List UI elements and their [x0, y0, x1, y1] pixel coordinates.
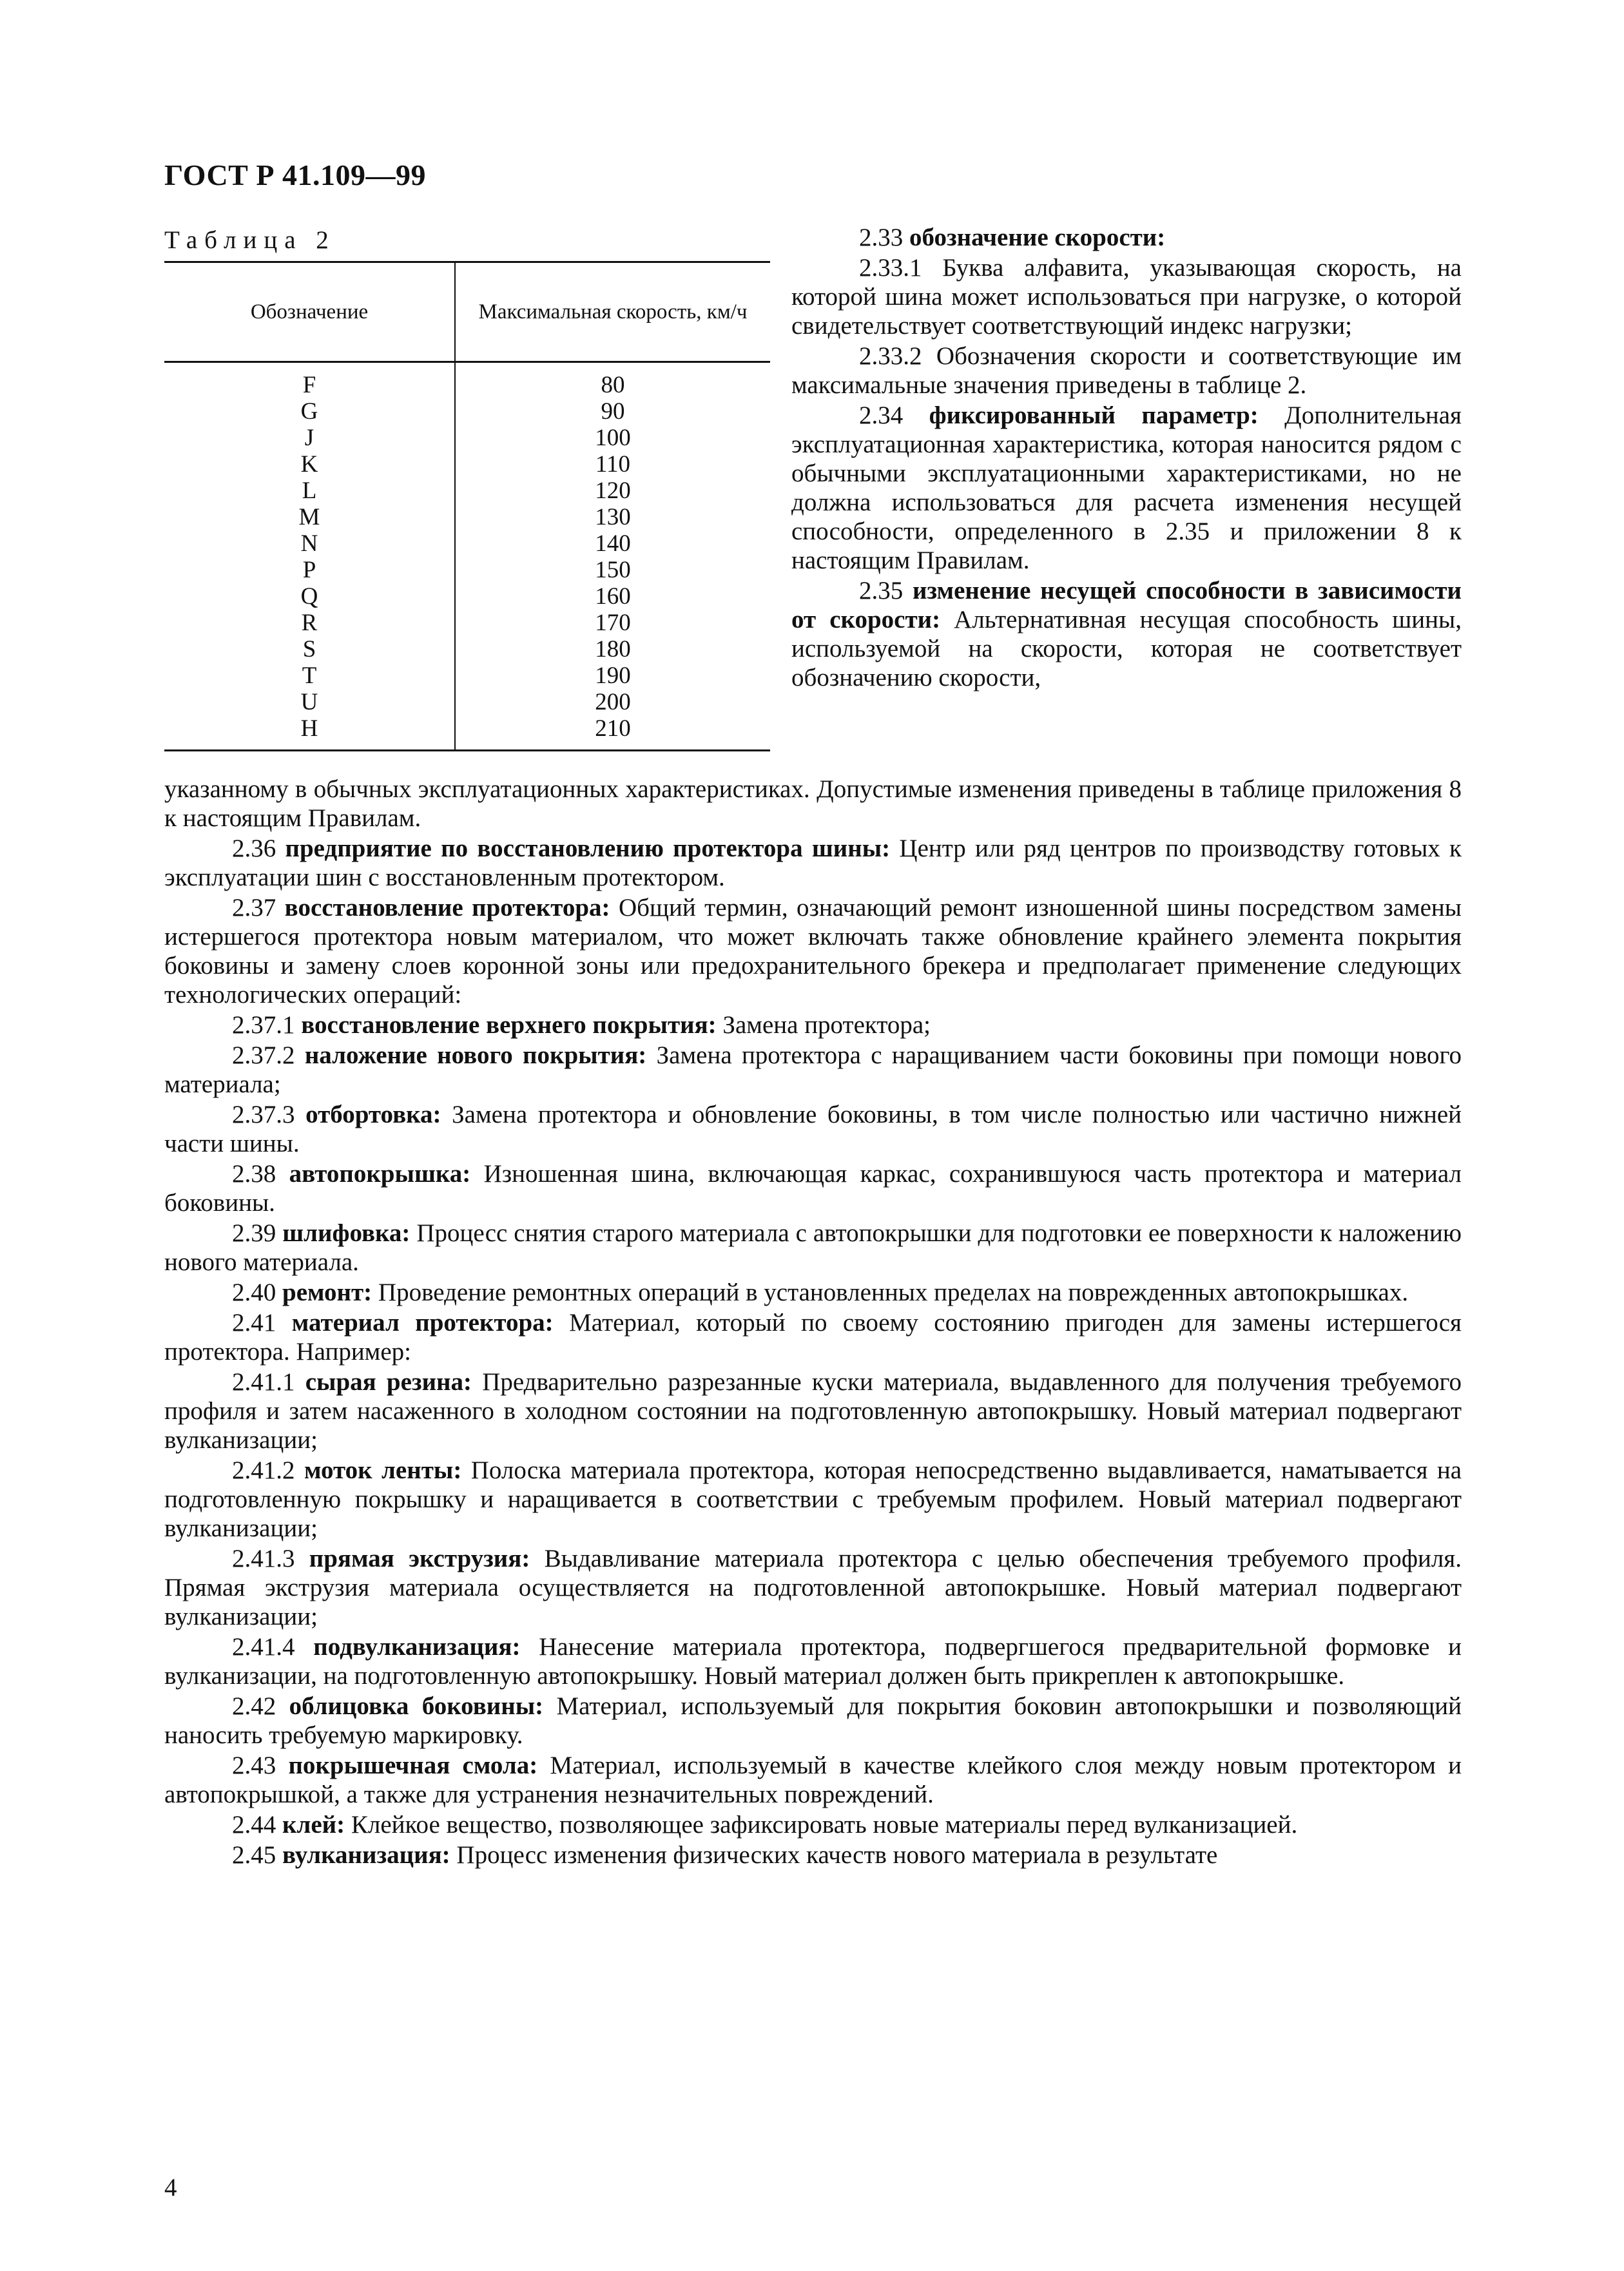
main-body-text [164, 775, 1462, 1871]
clause-2-43: 2.43 покрышечная смола: Материал, используемый в качестве клейкого слоя между новым протектором и автопокрышкой, а также для устранения незначительных повреждений. [164, 1752, 1462, 1808]
table-row [164, 478, 770, 504]
table-row [164, 504, 770, 530]
document-header: ГОСТ Р 41.109—99 [164, 159, 426, 191]
speed-value-cell: 140 [595, 530, 631, 557]
table-row [164, 636, 770, 662]
speed-symbol-cell: T [164, 662, 455, 689]
clause-2-35-continuation: указанному в обычных эксплуатационных характеристиках. Допустимые изменения приведены в таблице приложения 8 к настоящим Правилам. [164, 775, 1462, 832]
clause-2-41-1: 2.41.1 сырая резина: Предварительно разрезанные куски материала, выдавленного для получения требуемого профиля и затем насаженного в холодном состоянии на подготовленную автопокрышку. Новый материал подвергают вулканизации; [164, 1368, 1462, 1454]
speed-symbol-cell: S [164, 636, 455, 662]
speed-value-cell: 170 [595, 610, 631, 636]
speed-symbol-cell: F [164, 362, 455, 399]
clause-2-33: 2.33 обозначение скорости: [859, 224, 1166, 251]
table-row [164, 362, 770, 399]
table-row [164, 689, 770, 715]
speed-symbol-cell: H [164, 715, 455, 751]
table-header-row [164, 262, 770, 362]
speed-symbol-cell: G [164, 398, 455, 425]
speed-symbol-cell: U [164, 689, 455, 715]
clause-2-37: 2.37 восстановление протектора: Общий термин, означающий ремонт изношенной шины посредством замены истершегося протектора новым материалом, что может включать также обновление крайнего элемента покрытия боковины и замену слоев коронной зоны или предохранительного брекера и предполагает применение следующих технологических операций: [164, 894, 1462, 1009]
speed-symbol-cell: N [164, 530, 455, 557]
table-row [164, 715, 770, 751]
table-row [164, 610, 770, 636]
column-header-max-speed: Максимальная скорость, км/ч [455, 262, 770, 362]
speed-symbol-cell: P [164, 557, 455, 583]
clause-2-41-4: 2.41.4 подвулканизация: Нанесение материала протектора, подвергшегося предварительной формовке и вулканизации, на подготовленную автопокрышку. Новый материал должен быть прикреплен к автопокрышке. [164, 1633, 1462, 1690]
page-number: 4 [164, 2174, 177, 2201]
speed-symbol-cell: K [164, 451, 455, 478]
speed-value-cell: 180 [595, 636, 631, 662]
speed-symbol-cell: J [164, 425, 455, 451]
clause-2-37-1: 2.37.1 восстановление верхнего покрытия: Замена протектора; [232, 1011, 931, 1039]
clause-2-33-2: 2.33.2 Обозначения скорости и соответствующие им максимальные значения приведены в таблице 2. [791, 342, 1462, 399]
speed-value-cell: 130 [595, 504, 631, 530]
speed-value-cell: 160 [595, 583, 631, 610]
table-row [164, 557, 770, 583]
clause-2-40: 2.40 ремонт: Проведение ремонтных операций в установленных пределах на поврежденных автопокрышках. [232, 1279, 1409, 1306]
clause-2-41-2: 2.41.2 моток ленты: Полоска материала протектора, которая непосредственно выдавливается, наматывается на подготовленную покрышку и наращивается в соответствии с требуемым профилем. Новый материал подвергают вулканизации; [164, 1456, 1462, 1542]
table-row [164, 662, 770, 689]
speed-value-cell: 200 [595, 689, 631, 715]
table-row [164, 398, 770, 425]
speed-value-cell: 190 [595, 662, 631, 689]
clause-2-34: 2.34 фиксированный параметр: Дополнительная эксплуатационная характеристика, которая наносится рядом с обычными эксплуатационными характеристиками, но не должна использоваться для расчета изменения несущей способности, определенного в 2.35 и приложении 8 к настоящим Правилам. [791, 401, 1462, 574]
speed-value-cell: 110 [595, 451, 631, 478]
right-column-text [791, 223, 1462, 693]
clause-2-41-3: 2.41.3 прямая экструзия: Выдавливание материала протектора с целью обеспечения требуемого профиля. Прямая экструзия материала осуществляется на подготовленной автопокрышке. Новый материал подвергают вулканизации; [164, 1545, 1462, 1630]
clause-2-42: 2.42 облицовка боковины: Материал, используемый для покрытия боковин автопокрышки и позволяющий наносить требуемую маркировку. [164, 1692, 1462, 1749]
table-row [164, 425, 770, 451]
clause-2-36: 2.36 предприятие по восстановлению протектора шины: Центр или ряд центров по производству готовых к эксплуатации шин с восстановленным протектором. [164, 835, 1462, 891]
clause-2-38: 2.38 автопокрышка: Изношенная шина, включающая каркас, сохранившуюся часть протектора и материал боковины. [164, 1160, 1462, 1217]
clause-2-33-1: 2.33.1 Буква алфавита, указывающая скорость, на которой шина может использоваться при нагрузке, о которой свидетельствует соответствующий индекс нагрузки; [791, 254, 1462, 340]
clause-2-37-2: 2.37.2 наложение нового покрытия: Замена протектора с наращиванием части боковины при помощи нового материала; [164, 1041, 1462, 1098]
clause-2-45: 2.45 вулканизация: Процесс изменения физических качеств нового материала в результате [232, 1841, 1218, 1869]
speed-symbol-cell: R [164, 610, 455, 636]
clause-2-44: 2.44 клей: Клейкое вещество, позволяющее зафиксировать новые материалы перед вулканизацией. [232, 1811, 1298, 1839]
speed-symbol-cell: M [164, 504, 455, 530]
table-row [164, 451, 770, 478]
table-row [164, 583, 770, 610]
speed-table [164, 261, 770, 751]
table-caption: Таблица 2 [164, 226, 336, 254]
speed-value-cell: 90 [601, 398, 625, 425]
clause-2-35: 2.35 изменение несущей способности в зависимости от скорости: Альтернативная несущая способность шины, используемой на скорости, которая не соответствует обозначению скорости, [791, 577, 1462, 691]
speed-value-cell: 80 [601, 372, 625, 398]
column-header-designation: Обозначение [164, 262, 455, 362]
speed-value-cell: 100 [595, 425, 631, 451]
clause-2-39: 2.39 шлифовка: Процесс снятия старого материала с автопокрышки для подготовки ее поверхности к наложению нового материала. [164, 1219, 1462, 1276]
table-row [164, 530, 770, 557]
speed-value-cell: 150 [595, 557, 631, 583]
speed-symbol-cell: Q [164, 583, 455, 610]
speed-symbol-cell: L [164, 478, 455, 504]
speed-value-cell: 210 [455, 715, 770, 751]
speed-value-cell: 120 [595, 478, 631, 504]
clause-2-41: 2.41 материал протектора: Материал, который по своему состоянию пригоден для замены истершегося протектора. Например: [164, 1309, 1462, 1366]
clause-2-37-3: 2.37.3 отбортовка: Замена протектора и обновление боковины, в том числе полностью или частично нижней части шины. [164, 1101, 1462, 1157]
